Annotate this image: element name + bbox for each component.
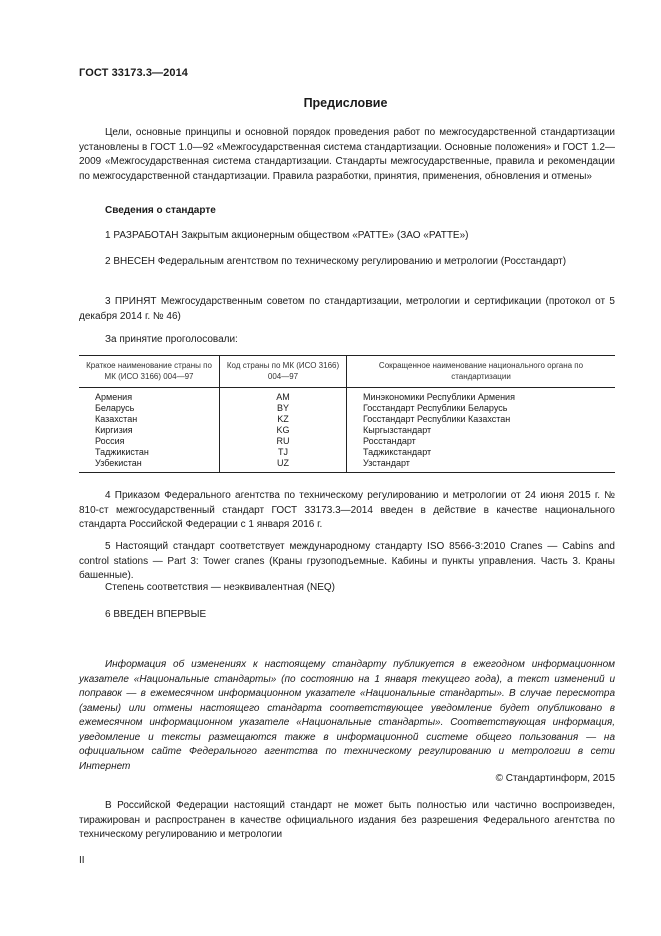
notice-text: Информация об изменениях к настоящему стандарту публикуется в ежегодном информационном указателе «Национальные стандарты» (по состоянию на 1 января текущего года), а текст изменений и поправок — в ежемесячном информационном указателе «Национальные стандарты». В случае пересмотра (замены) или отмены настоящего стандарта соответствующее уведомление будет опубликовано в ежемесячном информационном указателе «Национальные стандарты». Соответствующая информация, уведомление и тексты размещаются также в информационной системе общего пользования — на официальном сайте Федерального агентства по техническому регулированию и метрологии в сети Интернет: [79, 659, 615, 772]
page-number: II: [79, 855, 85, 866]
intro-paragraph: [79, 126, 615, 184]
country-cell: Узбекистан: [95, 458, 142, 468]
voted-label: За принятие проголосовали:: [105, 334, 238, 345]
code-cell: TJ: [278, 447, 288, 457]
document-number: ГОСТ 33173.3—2014: [79, 67, 189, 79]
country-cell: Армения: [95, 392, 133, 402]
item-1: [79, 229, 615, 244]
item-3: [79, 295, 615, 324]
item-3-text: 3 ПРИНЯТ Межгосударственным советом по стандартизации, метрологии и сертификации (протокол от 5 декабря 2014 г. № 46): [79, 296, 615, 322]
code-cell: RU: [276, 436, 290, 446]
item-2-text: 2 ВНЕСЕН Федеральным агентством по техническому регулированию и метрологии (Росстандарт): [105, 256, 567, 267]
page-title: Предисловие: [303, 96, 388, 110]
code-cell: KG: [276, 425, 290, 435]
body-cell: Госстандарт Республики Казахстан: [363, 414, 511, 424]
body-cell: Росстандарт: [363, 436, 416, 446]
item-1-text: 1 РАЗРАБОТАН Закрытым акционерным обществом «РАТТЕ» (ЗАО «РАТТЕ»): [105, 230, 469, 241]
voting-table: [79, 355, 615, 473]
country-column: [79, 388, 220, 473]
item-6: 6 ВВЕДЕН ВПЕРВЫЕ: [105, 609, 207, 620]
info-heading: Сведения о стандарте: [105, 205, 216, 216]
copyright: © Стандартинформ, 2015: [495, 773, 615, 784]
item-5: [79, 540, 615, 584]
notice-paragraph: [79, 658, 615, 774]
item-2: [79, 255, 615, 270]
restriction-paragraph: [79, 799, 615, 843]
code-cell: AM: [276, 392, 290, 402]
restriction-text: В Российской Федерации настоящий стандарт не может быть полностью или частично воспроизведен, тиражирован и распространен в качестве официального издания без разрешения Федерального агентства по техническому регулированию и метрологии: [79, 800, 615, 840]
code-cell: KZ: [277, 414, 289, 424]
table-header-body: Сокращенное наименование национального органа по стандартизации: [347, 356, 616, 388]
body-column: [347, 388, 616, 473]
item-5-text: 5 Настоящий стандарт соответствует международному стандарту ISO 8566-3:2010 Cranes — Cabins and control stations — Part 3: Tower cranes (Краны грузоподъемные. Кабины и пункты управления. Часть 3. Краны башенные).: [79, 541, 615, 581]
item-5-degree: Степень соответствия — неэквивалентная (NEQ): [105, 582, 336, 593]
body-cell: Таджикстандарт: [363, 447, 432, 457]
table-header-code: Код страны по МК (ИСО 3166) 004—97: [220, 356, 347, 388]
country-cell: Таджикистан: [95, 447, 149, 457]
country-cell: Киргизия: [95, 425, 133, 435]
item-4-text: 4 Приказом Федерального агентства по техническому регулированию и метрологии от 24 июня 2015 г. № 810-ст межгосударственный стандарт ГОСТ 33173.3—2014 введен в действие в качестве национального стандарта Российской Федерации с 1 января 2016 г.: [79, 490, 615, 530]
item-4: [79, 489, 615, 533]
code-cell: UZ: [277, 458, 289, 468]
country-cell: Беларусь: [95, 403, 135, 413]
country-cell: Россия: [95, 436, 125, 446]
intro-text: Цели, основные принципы и основной порядок проведения работ по межгосударственной стандартизации установлены в ГОСТ 1.0—92 «Межгосударственная система стандартизации. Основные положения» и ГОСТ 1.2—2009 «Межгосударственная система стандартизации. Стандарты межгосударственные, правила и рекомендации по межгосударственной стандартизации. Правила разработки, принятия, применения, обновления и отмены»: [79, 127, 615, 182]
body-cell: Узстандарт: [363, 458, 410, 468]
country-cell: Казахстан: [95, 414, 138, 424]
table-header-country: Краткое наименование страны по МК (ИСО 3166) 004—97: [79, 356, 220, 388]
body-cell: Кыргызстандарт: [363, 425, 432, 435]
code-cell: BY: [276, 403, 289, 413]
body-cell: Минэкономики Республики Армения: [363, 392, 515, 402]
body-cell: Госстандарт Республики Беларусь: [363, 403, 508, 413]
code-column: [220, 388, 347, 473]
